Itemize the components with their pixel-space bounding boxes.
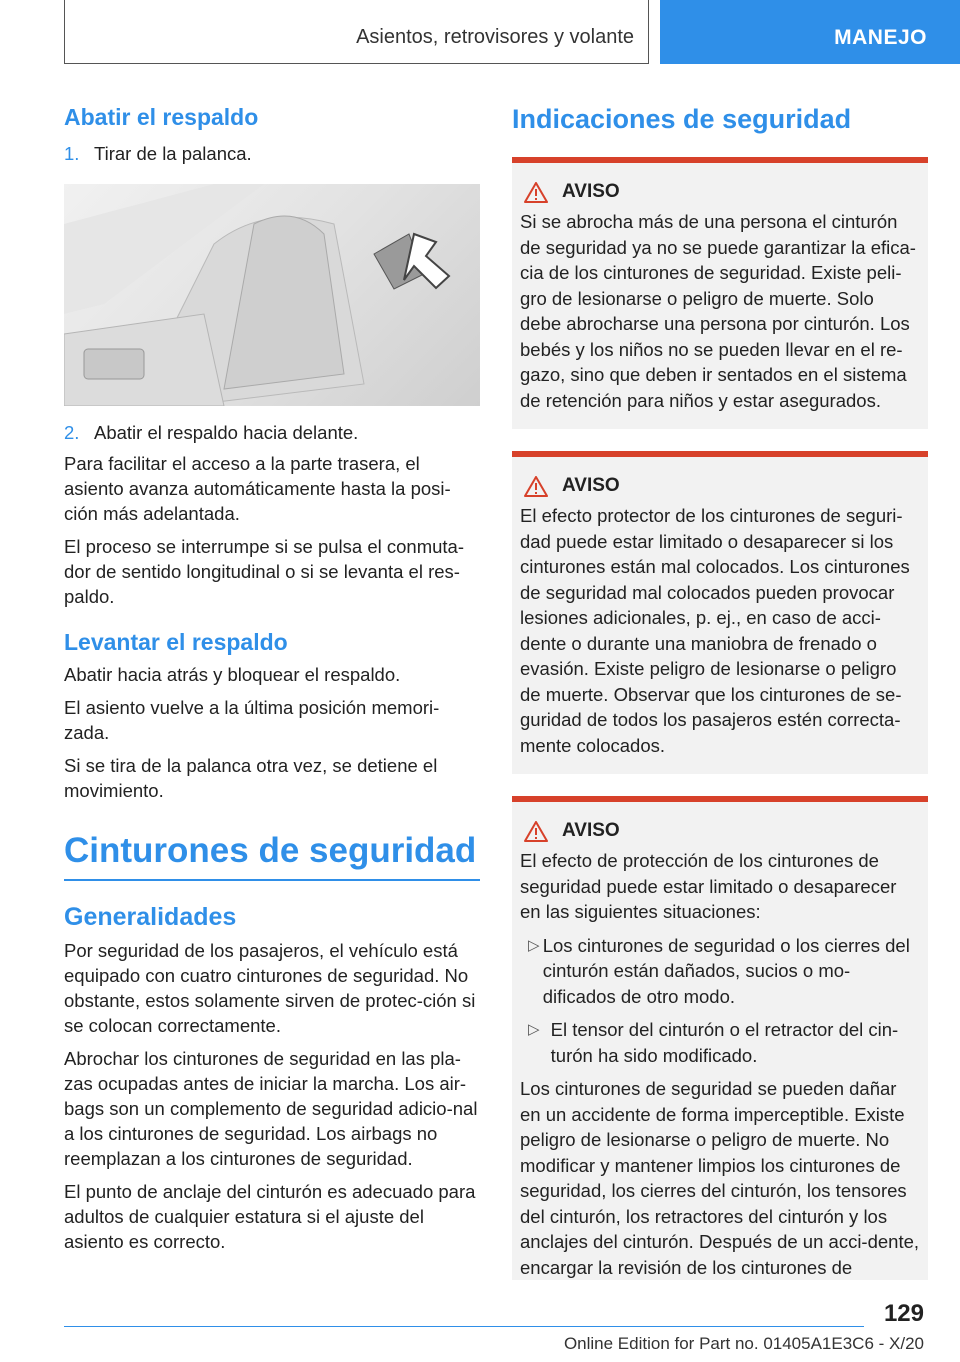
left-column xyxy=(64,100,480,1254)
heading-levantar: Levantar el respaldo xyxy=(64,629,288,655)
warning-header xyxy=(520,820,920,842)
paragraph: Si se tira de la palanca otra vez, se detiene el movimiento. xyxy=(64,755,438,801)
bullet-triangle-icon: ▷ xyxy=(528,1021,540,1038)
warning-title: AVISO xyxy=(562,181,620,202)
warning-text: El efecto protector de los cinturones de seguri-dad puede estar limitado o desaparecer si los cinturones están mal colocados. Los cinturones de seguridad mal colocados pueden provocar lesiones adicionales, p. ej., en caso de acci-dente o durante una maniobra de frenado o evasión. Existe peligro de lesionarse o peligro de muerte. Observar que los cinturones de se-guridad de todos los pasajeros estén correcta-mente colocados. xyxy=(520,505,910,756)
warning-box xyxy=(512,451,928,774)
right-column xyxy=(512,100,928,1280)
bullet-text: El tensor del cinturón o el retractor del cin-turón ha sido modificado. xyxy=(550,1019,899,1066)
seat-lever-illustration xyxy=(64,184,480,406)
footer-divider xyxy=(64,1326,864,1327)
footer-edition: Online Edition for Part no. 01405A1E3C6 - X/20 xyxy=(563,1334,924,1353)
warning-box xyxy=(512,796,928,1280)
paragraph: Abrochar los cinturones de seguridad en las pla-zas ocupadas antes de iniciar la marcha. Los air-bags son un complemento de seguridad adicio-nal a los cinturones de seguridad. Los airbags no reemplazan a los cinturones de seguridad. xyxy=(64,1048,478,1169)
paragraph: Para facilitar el acceso a la parte trasera, el asiento avanza automáticamente hasta la posi-ción más adelantada. xyxy=(64,453,451,524)
warning-box xyxy=(512,157,928,429)
bullet-item xyxy=(520,1017,920,1068)
warning-header xyxy=(520,181,920,203)
warning-text: Si se abrocha más de una persona el cinturón de seguridad ya no se puede garantizar la efica-cia de los cinturones de seguridad. Existe peli-gro de lesionarse o peligro de muerte. Solo debe abrocharse una persona por cinturón. Los bebés y los niños no se pueden llevar en el re-gazo, sino que deben ir sentados en el sistema de retención para niños y estar asegurados. xyxy=(520,211,916,411)
seat-illustration-svg xyxy=(64,184,480,406)
heading-cinturones: Cinturones de seguridad xyxy=(64,831,480,881)
warning-title: AVISO xyxy=(562,475,620,496)
bullet-triangle-icon: ▷ xyxy=(528,936,540,954)
heading-indicaciones: Indicaciones de seguridad xyxy=(512,104,852,134)
paragraph: El proceso se interrumpe si se pulsa el conmuta-dor de sentido longitudinal o si se levanta el res-paldo. xyxy=(64,536,464,607)
heading-generalidades: Generalidades xyxy=(64,903,237,931)
bullet-text: Los cinturones de seguridad o los cierres del cinturón están dañados, sucios o mo-dificados de otro modo. xyxy=(542,934,910,1007)
header-chapter-title: MANEJO xyxy=(834,26,927,49)
paragraph: Por seguridad de los pasajeros, el vehículo está equipado con cuatro cinturones de seguridad. No obstante, estos solamente sirven de protec-ción si se colocan correctamente. xyxy=(64,940,476,1036)
bullet-item xyxy=(520,933,920,1010)
warning-title: AVISO xyxy=(562,820,620,841)
paragraph: El asiento vuelve a la última posición memori-zada. xyxy=(64,697,440,743)
step-2 xyxy=(64,420,480,445)
warning-triangle-icon xyxy=(524,182,548,203)
step-number: 2. xyxy=(64,422,80,443)
step-1 xyxy=(64,141,480,166)
step-number: 1. xyxy=(64,143,80,164)
header-left-box xyxy=(64,0,649,64)
warning-triangle-icon xyxy=(524,821,548,842)
warning-header xyxy=(520,475,920,497)
paragraph: Abatir hacia atrás y bloquear el respaldo. xyxy=(64,664,401,685)
paragraph: El punto de anclaje del cinturón es adecuado para adultos de cualquier estatura si el ajuste del asiento es correcto. xyxy=(64,1181,476,1252)
warning-triangle-icon xyxy=(524,476,548,497)
warning-text: Los cinturones de seguridad se pueden dañar en un accidente de forma imperceptible. Existe peligro de lesionarse o peligro de muerte. No modificar y mantener limpios los cinturones de seguridad, los cierres del cinturón, los tensores del cinturón, los retractores del cinturón y los anclajes del cinturón. Después de un acci-dente, encargar la revisión de los cinturones de xyxy=(520,1078,920,1278)
page-number: 129 xyxy=(883,1300,924,1327)
step-text: Tirar de la palanca. xyxy=(94,143,252,164)
heading-abatir: Abatir el respaldo xyxy=(64,104,259,130)
step-text: Abatir el respaldo hacia delante. xyxy=(94,422,359,443)
header-chapter-tab xyxy=(660,0,960,64)
warning-text: El efecto de protección de los cinturones de seguridad puede estar limitado o desaparecer en las siguientes situaciones: xyxy=(520,850,897,922)
header-section-title: Asientos, retrovisores y volante xyxy=(356,26,634,48)
